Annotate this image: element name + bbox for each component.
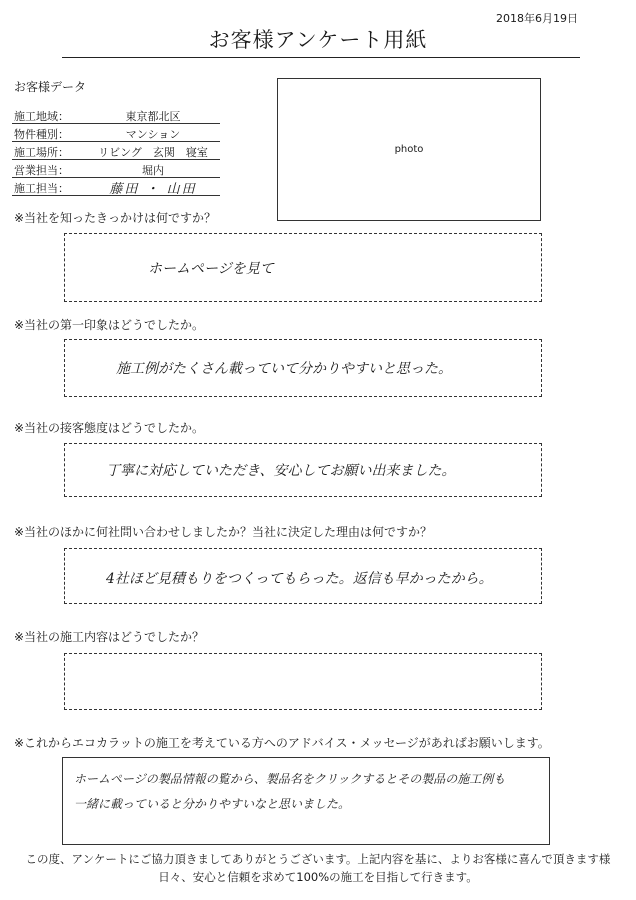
photo-label: photo xyxy=(394,144,424,155)
answer-4-text: 4社ほど見積もりをつくってもらった。返信も早かったから。 xyxy=(106,571,493,587)
row-value: リビング 玄関 寝室 xyxy=(98,146,208,159)
customer-row-location xyxy=(12,142,220,160)
answer-box-5 xyxy=(64,653,542,710)
answer-2-text: 施工例がたくさん載っていて分かりやすいと思った。 xyxy=(116,361,452,377)
question-6: ※これからエコカラットの施工を考えている方へのアドバイス・メッセージがあればお願いします。 xyxy=(14,736,550,750)
row-label: 施工地域： xyxy=(14,110,69,123)
answer-1-text: ホームページを見て xyxy=(148,261,274,277)
footer-line-2: 日々、安心と信頼を求めて100%の施工を目指して行きます。 xyxy=(158,870,478,884)
customer-row-sales xyxy=(12,160,220,178)
row-value: マンション xyxy=(125,128,181,141)
question-4: ※当社のほかに何社問い合わせしましたか？当社に決定した理由は何ですか？ xyxy=(14,525,433,539)
question-5: ※当社の施工内容はどうでしたか？ xyxy=(14,630,205,644)
footer-line-1: この度、アンケートにご協力頂きましてありがとうございます。上記内容を基に、よりお客様に喜んで頂きます様 xyxy=(25,852,611,866)
row-value: 堀内 xyxy=(142,164,164,177)
customer-row-property-type xyxy=(12,124,220,142)
row-label: 施工担当： xyxy=(14,182,69,195)
answer-6-line-2: 一緒に載っていると分かりやすいなと思いました。 xyxy=(74,797,351,811)
row-value: 東京都北区 xyxy=(125,110,181,123)
question-2: ※当社の第一印象はどうでしたか。 xyxy=(14,318,205,332)
customer-row-installer xyxy=(12,178,220,196)
row-label: 物件種別： xyxy=(14,128,69,141)
customer-data-heading: お客様データ xyxy=(14,80,87,94)
survey-date: 2018年6月19日 xyxy=(496,12,578,25)
row-value-handwritten: 藤田 ・ 山田 xyxy=(109,182,197,197)
page-title: お客様アンケート用紙 xyxy=(208,28,428,52)
customer-row-area xyxy=(12,106,220,124)
answer-3-text: 丁寧に対応していただき、安心してお願い出来ました。 xyxy=(106,463,456,479)
question-1: ※当社を知ったきっかけは何ですか？ xyxy=(14,211,217,225)
answer-box-1 xyxy=(64,233,542,302)
answer-6-line-1: ホームページの製品情報の覧から、製品名をクリックするとその製品の施工例も xyxy=(74,772,506,786)
row-label: 営業担当： xyxy=(14,164,69,177)
row-label: 施工場所： xyxy=(14,146,69,159)
question-3: ※当社の接客態度はどうでしたか。 xyxy=(14,421,205,435)
title-underline xyxy=(62,57,580,58)
